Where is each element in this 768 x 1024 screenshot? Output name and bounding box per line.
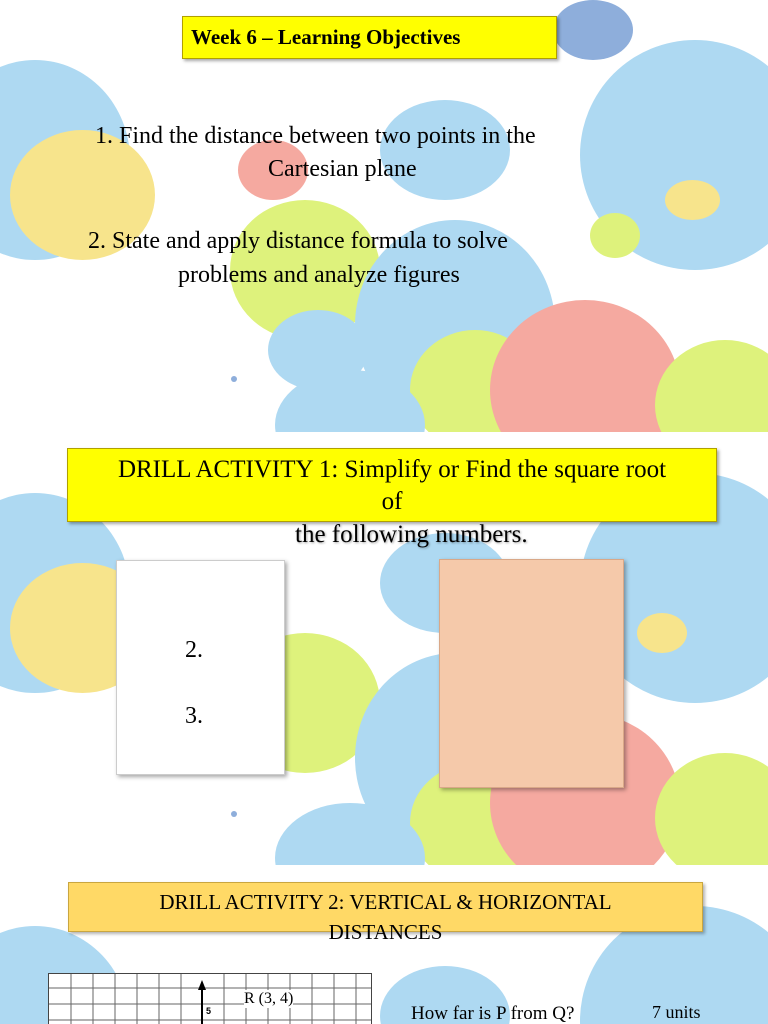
slide-title-box (182, 16, 557, 59)
drill-1-title-box (67, 448, 717, 522)
objective-1-line-1: 1. Find the distance between two points in the (95, 123, 536, 149)
background-bubble (380, 100, 510, 200)
objective-2-line-1: 2. State and apply distance formula to solve (88, 228, 508, 254)
background-bubble (665, 180, 720, 220)
slide-drill-activity-2 (0, 866, 768, 1024)
item-3: 3. (185, 703, 203, 729)
grid-lines (49, 974, 371, 1024)
objective-2-line-2: problems and analyze figures (178, 262, 460, 288)
background-dot (231, 811, 237, 817)
drill-2-title-box (68, 882, 703, 944)
background-bubble (590, 213, 640, 258)
answer-card-peach (439, 559, 624, 788)
drill-1-title-line-1: DRILL ACTIVITY 1: Simplify or Find the square root (117, 456, 667, 483)
drill-1-subtitle: the following numbers. (295, 521, 528, 548)
objective-1-line-2: Cartesian plane (268, 156, 417, 182)
background-bubble (637, 613, 687, 653)
y-axis-arrow-icon (198, 980, 206, 990)
slide-learning-objectives (0, 0, 768, 432)
coordinate-grid (48, 973, 372, 1024)
drill-1-title-line-2: of (381, 488, 403, 515)
background-dot (231, 376, 237, 382)
y-axis-tick-label: 5 (206, 1006, 212, 1016)
answer-card-white (116, 560, 285, 775)
drill-2-title-line-2: DISTANCES (328, 920, 443, 944)
background-bubble (553, 0, 633, 60)
slide-title: Week 6 – Learning Objectives (191, 25, 461, 49)
item-2: 2. (185, 637, 203, 663)
answer-text: 7 units (652, 1002, 701, 1022)
question-text: How far is P from Q? (411, 1003, 575, 1024)
drill-2-title-line-1: DRILL ACTIVITY 2: VERTICAL & HORIZONTAL (159, 890, 612, 914)
slide-drill-activity-1 (0, 433, 768, 865)
point-r-label: R (3, 4) (244, 990, 294, 1007)
